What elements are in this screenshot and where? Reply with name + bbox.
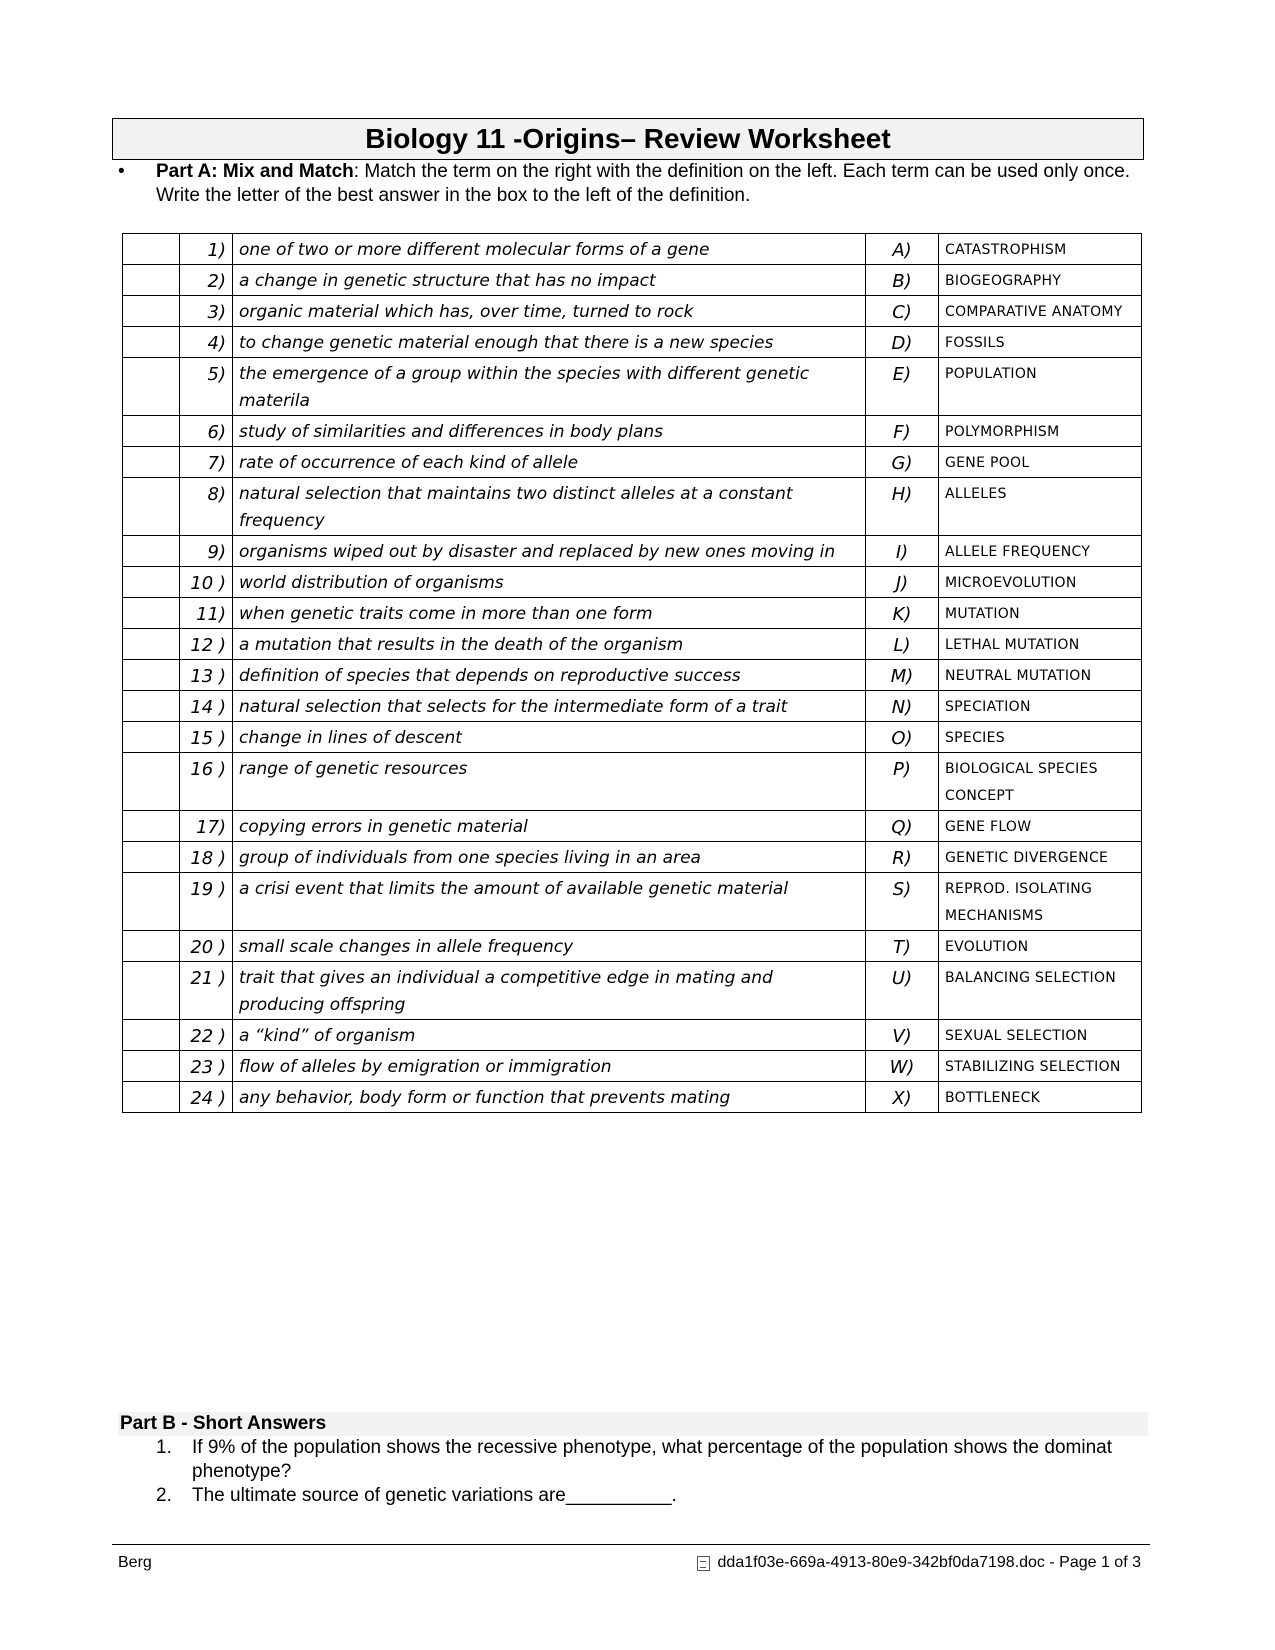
- definition-cell: a crisi event that limits the amount of available genetic material: [233, 873, 866, 931]
- answer-box[interactable]: [123, 660, 180, 691]
- definition-cell: change in lines of descent: [233, 722, 866, 753]
- definition-cell: trait that gives an individual a competitive edge in mating and producing offspring: [233, 962, 866, 1020]
- answer-box[interactable]: [123, 478, 180, 536]
- term-cell: MUTATION: [939, 598, 1142, 629]
- item-number: 4): [180, 327, 233, 358]
- table-row: [123, 234, 1142, 265]
- answer-box[interactable]: [123, 416, 180, 447]
- item-number: 18 ): [180, 842, 233, 873]
- term-cell: BIOLOGICAL SPECIES CONCEPT: [939, 753, 1142, 811]
- item-number: 16 ): [180, 753, 233, 811]
- term-cell: POPULATION: [939, 358, 1142, 416]
- question-number: 1.: [156, 1437, 172, 1458]
- item-number: 11): [180, 598, 233, 629]
- answer-box[interactable]: [123, 873, 180, 931]
- table-row: [123, 1020, 1142, 1051]
- definition-cell: organisms wiped out by disaster and replaced by new ones moving in: [233, 536, 866, 567]
- table-row: [123, 691, 1142, 722]
- table-row: [123, 1051, 1142, 1082]
- definition-cell: definition of species that depends on reproductive success: [233, 660, 866, 691]
- term-letter: I): [866, 536, 939, 567]
- table-row: [123, 629, 1142, 660]
- answer-box[interactable]: [123, 598, 180, 629]
- footer-author: Berg: [118, 1554, 152, 1571]
- item-number: 2): [180, 265, 233, 296]
- term-cell: FOSSILS: [939, 327, 1142, 358]
- item-number: 3): [180, 296, 233, 327]
- item-number: 8): [180, 478, 233, 536]
- term-letter: H): [866, 478, 939, 536]
- term-cell: REPROD. ISOLATING MECHANISMS: [939, 873, 1142, 931]
- answer-box[interactable]: [123, 629, 180, 660]
- table-row: [123, 842, 1142, 873]
- term-cell: LETHAL MUTATION: [939, 629, 1142, 660]
- term-cell: POLYMORPHISM: [939, 416, 1142, 447]
- answer-box[interactable]: [123, 234, 180, 265]
- table-row: [123, 478, 1142, 536]
- term-cell: NEUTRAL MUTATION: [939, 660, 1142, 691]
- table-row: [123, 296, 1142, 327]
- definition-cell: small scale changes in allele frequency: [233, 931, 866, 962]
- table-row: [123, 962, 1142, 1020]
- instructions-text: [156, 160, 1150, 208]
- part-b-question: [118, 1484, 1148, 1508]
- definition-cell: natural selection that selects for the intermediate form of a trait: [233, 691, 866, 722]
- part-a-instructions: [110, 160, 1150, 208]
- item-number: 7): [180, 447, 233, 478]
- answer-box[interactable]: [123, 567, 180, 598]
- matching-table-body: [123, 234, 1142, 1113]
- term-letter: L): [866, 629, 939, 660]
- item-number: 9): [180, 536, 233, 567]
- term-cell: BIOGEOGRAPHY: [939, 265, 1142, 296]
- term-letter: J): [866, 567, 939, 598]
- item-number: 10 ): [180, 567, 233, 598]
- answer-box[interactable]: [123, 536, 180, 567]
- definition-cell: to change genetic material enough that there is a new species: [233, 327, 866, 358]
- term-cell: GENE POOL: [939, 447, 1142, 478]
- definition-cell: organic material which has, over time, turned to rock: [233, 296, 866, 327]
- item-number: 15 ): [180, 722, 233, 753]
- definition-cell: when genetic traits come in more than one form: [233, 598, 866, 629]
- question-text: The ultimate source of genetic variations are__________.: [192, 1485, 677, 1506]
- table-row: [123, 598, 1142, 629]
- term-cell: BALANCING SELECTION: [939, 962, 1142, 1020]
- definition-cell: copying errors in genetic material: [233, 811, 866, 842]
- term-letter: D): [866, 327, 939, 358]
- answer-box[interactable]: [123, 1051, 180, 1082]
- footer-filename: dda1f03e-669a-4913-80e9-342bf0da7198.doc - Page 1 of 3: [717, 1554, 1141, 1571]
- document-icon: [697, 1556, 710, 1571]
- definition-cell: a mutation that results in the death of the organism: [233, 629, 866, 660]
- item-number: 24 ): [180, 1082, 233, 1113]
- term-cell: SPECIES: [939, 722, 1142, 753]
- definition-cell: range of genetic resources: [233, 753, 866, 811]
- matching-table: [122, 233, 1142, 1113]
- answer-box[interactable]: [123, 842, 180, 873]
- term-cell: BOTTLENECK: [939, 1082, 1142, 1113]
- term-cell: ALLELE FREQUENCY: [939, 536, 1142, 567]
- item-number: 5): [180, 358, 233, 416]
- part-a-heading: Part A: Mix and Match: [156, 161, 354, 182]
- term-letter: A): [866, 234, 939, 265]
- term-letter: G): [866, 447, 939, 478]
- table-row: [123, 931, 1142, 962]
- definition-cell: a change in genetic structure that has no impact: [233, 265, 866, 296]
- item-number: 20 ): [180, 931, 233, 962]
- table-row: [123, 447, 1142, 478]
- term-letter: T): [866, 931, 939, 962]
- answer-box[interactable]: [123, 447, 180, 478]
- answer-box[interactable]: [123, 296, 180, 327]
- definition-cell: a “kind” of organism: [233, 1020, 866, 1051]
- answer-box[interactable]: [123, 931, 180, 962]
- definition-cell: natural selection that maintains two distinct alleles at a constant frequency: [233, 478, 866, 536]
- answer-box[interactable]: [123, 962, 180, 1020]
- term-letter: S): [866, 873, 939, 931]
- term-letter: W): [866, 1051, 939, 1082]
- answer-box[interactable]: [123, 265, 180, 296]
- part-b-question-list: [118, 1436, 1148, 1508]
- part-b-heading: Part B - Short Answers: [118, 1412, 1148, 1436]
- question-number: 2.: [156, 1485, 172, 1506]
- term-cell: STABILIZING SELECTION: [939, 1051, 1142, 1082]
- term-letter: M): [866, 660, 939, 691]
- table-row: [123, 1082, 1142, 1113]
- answer-box[interactable]: [123, 1082, 180, 1113]
- item-number: 17): [180, 811, 233, 842]
- term-letter: O): [866, 722, 939, 753]
- table-row: [123, 265, 1142, 296]
- footer-divider: [112, 1544, 1150, 1545]
- item-number: 19 ): [180, 873, 233, 931]
- term-cell: MICROEVOLUTION: [939, 567, 1142, 598]
- bullet-point: •: [118, 161, 125, 182]
- worksheet-title: Biology 11 -Origins– Review Worksheet: [112, 118, 1144, 160]
- definition-cell: world distribution of organisms: [233, 567, 866, 598]
- table-row: [123, 327, 1142, 358]
- table-row: [123, 722, 1142, 753]
- term-letter: U): [866, 962, 939, 1020]
- answer-box[interactable]: [123, 753, 180, 811]
- table-row: [123, 873, 1142, 931]
- item-number: 1): [180, 234, 233, 265]
- table-row: [123, 660, 1142, 691]
- part-b-section: [118, 1412, 1148, 1508]
- term-cell: GENE FLOW: [939, 811, 1142, 842]
- item-number: 21 ): [180, 962, 233, 1020]
- term-letter: P): [866, 753, 939, 811]
- term-letter: X): [866, 1082, 939, 1113]
- table-row: [123, 536, 1142, 567]
- answer-box[interactable]: [123, 811, 180, 842]
- part-b-question: [118, 1436, 1148, 1484]
- definition-cell: group of individuals from one species living in an area: [233, 842, 866, 873]
- term-cell: GENETIC DIVERGENCE: [939, 842, 1142, 873]
- definition-cell: one of two or more different molecular forms of a gene: [233, 234, 866, 265]
- definition-cell: study of similarities and differences in body plans: [233, 416, 866, 447]
- term-cell: ALLELES: [939, 478, 1142, 536]
- table-row: [123, 811, 1142, 842]
- answer-box[interactable]: [123, 691, 180, 722]
- answer-box[interactable]: [123, 1020, 180, 1051]
- term-cell: SPECIATION: [939, 691, 1142, 722]
- term-cell: SEXUAL SELECTION: [939, 1020, 1142, 1051]
- answer-box[interactable]: [123, 327, 180, 358]
- term-letter: R): [866, 842, 939, 873]
- term-letter: Q): [866, 811, 939, 842]
- item-number: 13 ): [180, 660, 233, 691]
- item-number: 12 ): [180, 629, 233, 660]
- answer-box[interactable]: [123, 722, 180, 753]
- term-letter: B): [866, 265, 939, 296]
- table-row: [123, 358, 1142, 416]
- footer-file-info: [697, 1554, 1141, 1572]
- term-letter: F): [866, 416, 939, 447]
- question-text: If 9% of the population shows the recessive phenotype, what percentage of the population shows the dominat phenotype?: [192, 1437, 1112, 1482]
- term-letter: K): [866, 598, 939, 629]
- definition-cell: the emergence of a group within the species with different genetic materila: [233, 358, 866, 416]
- definition-cell: rate of occurrence of each kind of allele: [233, 447, 866, 478]
- term-cell: COMPARATIVE ANATOMY: [939, 296, 1142, 327]
- term-cell: EVOLUTION: [939, 931, 1142, 962]
- answer-box[interactable]: [123, 358, 180, 416]
- term-letter: C): [866, 296, 939, 327]
- item-number: 22 ): [180, 1020, 233, 1051]
- term-letter: E): [866, 358, 939, 416]
- table-row: [123, 567, 1142, 598]
- table-row: [123, 416, 1142, 447]
- definition-cell: any behavior, body form or function that prevents mating: [233, 1082, 866, 1113]
- definition-cell: flow of alleles by emigration or immigration: [233, 1051, 866, 1082]
- term-letter: V): [866, 1020, 939, 1051]
- item-number: 23 ): [180, 1051, 233, 1082]
- table-row: [123, 753, 1142, 811]
- item-number: 6): [180, 416, 233, 447]
- instructions-body: : Match the term on the right with the definition on the left. Each term can be used only once. Write the letter of the best answer in the box to the left of the definition.: [156, 161, 1131, 206]
- item-number: 14 ): [180, 691, 233, 722]
- term-cell: CATASTROPHISM: [939, 234, 1142, 265]
- term-letter: N): [866, 691, 939, 722]
